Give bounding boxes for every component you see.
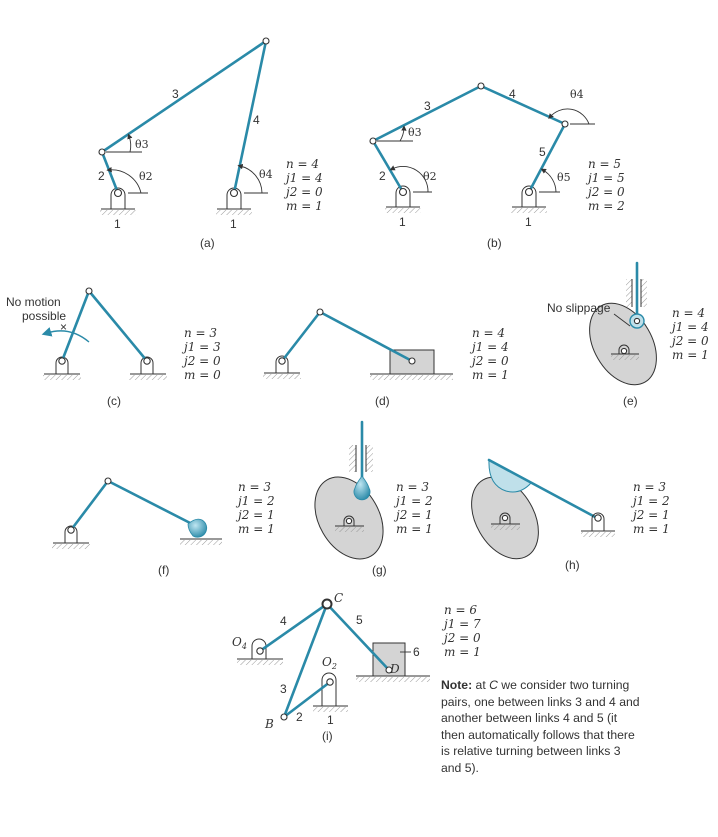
link-label: 5 bbox=[356, 613, 363, 627]
link-label: 4 bbox=[280, 614, 287, 628]
angle-label: θ3 bbox=[408, 126, 422, 139]
eq-j1: j1 = 4 bbox=[472, 340, 509, 354]
caption: (a) bbox=[200, 236, 215, 250]
note-pre: at bbox=[472, 678, 490, 692]
ground-label: 1 bbox=[230, 217, 237, 231]
point-label: $O_4$ bbox=[232, 635, 247, 651]
eq-j1: j1 = 4 bbox=[286, 171, 323, 185]
eq-n: n = 4 bbox=[286, 157, 320, 171]
link-label: 3 bbox=[424, 99, 431, 113]
eq-j2: j2 = 1 bbox=[396, 508, 433, 522]
caption: (g) bbox=[372, 563, 387, 577]
note-body: we consider two turning pairs, one between links 3 and 4 and another between links 4 and 5 (it then automatically follows that there is relative turning between links 3 and 5). bbox=[441, 678, 640, 775]
angle-label: θ5 bbox=[557, 171, 571, 184]
eq-m: m = 1 bbox=[672, 348, 709, 362]
point-label: B bbox=[265, 717, 274, 731]
eq-n: n = 3 bbox=[238, 480, 272, 494]
eq-m: m = 1 bbox=[238, 522, 275, 536]
ground-label: 1 bbox=[327, 713, 334, 727]
angle-label: θ4 bbox=[570, 88, 584, 101]
note-text bbox=[441, 677, 641, 776]
link-label: 2 bbox=[296, 710, 303, 724]
eq-m: m = 2 bbox=[588, 199, 625, 213]
caption: (c) bbox=[107, 394, 121, 408]
note-point: C bbox=[489, 678, 498, 692]
caption: (i) bbox=[322, 729, 333, 743]
caption: (b) bbox=[487, 236, 502, 250]
link-label: 4 bbox=[509, 87, 516, 101]
panel-e bbox=[547, 263, 709, 408]
panel-a bbox=[98, 38, 323, 250]
ground-label: 1 bbox=[114, 217, 121, 231]
link-label: 2 bbox=[379, 169, 386, 183]
annotation: No slippage bbox=[547, 301, 611, 315]
eq-j1: j1 = 3 bbox=[184, 340, 221, 354]
eq-j2: j2 = 0 bbox=[588, 185, 625, 199]
angle-label: θ3 bbox=[135, 138, 149, 151]
eq-j1: j1 = 5 bbox=[588, 171, 625, 185]
point-label: D bbox=[390, 662, 400, 676]
caption: (d) bbox=[375, 394, 390, 408]
ball-end bbox=[188, 519, 207, 537]
eq-j1: j1 = 4 bbox=[672, 320, 709, 334]
annotation: possible bbox=[22, 309, 67, 323]
blocked-icon: × bbox=[60, 320, 68, 334]
angle-label: θ2 bbox=[139, 170, 153, 183]
link-label: 4 bbox=[253, 113, 260, 127]
eq-j1: j1 = 2 bbox=[396, 494, 433, 508]
eq-n: n = 3 bbox=[633, 480, 667, 494]
link-label: 3 bbox=[172, 87, 179, 101]
eq-j1: j1 = 2 bbox=[238, 494, 275, 508]
eq-j2: j2 = 1 bbox=[633, 508, 670, 522]
eq-n: n = 6 bbox=[444, 603, 478, 617]
eq-j1: j1 = 7 bbox=[444, 617, 481, 631]
ground-label: 1 bbox=[399, 215, 406, 229]
panel-b bbox=[370, 83, 625, 250]
ball-follower bbox=[354, 476, 370, 500]
ground-label: 1 bbox=[525, 215, 532, 229]
caption: (e) bbox=[623, 394, 638, 408]
eq-n: n = 3 bbox=[396, 480, 430, 494]
eq-n: n = 4 bbox=[472, 326, 506, 340]
angle-label: θ2 bbox=[423, 170, 437, 183]
eq-n: n = 5 bbox=[588, 157, 622, 171]
eq-j2: j2 = 1 bbox=[238, 508, 275, 522]
link-label: 3 bbox=[280, 682, 287, 696]
panel-d bbox=[263, 309, 509, 408]
eq-m: m = 0 bbox=[184, 368, 221, 382]
link-label: 2 bbox=[98, 169, 105, 183]
caption: (f) bbox=[158, 563, 170, 577]
link-label: 5 bbox=[539, 145, 546, 159]
eq-m: m = 1 bbox=[286, 199, 323, 213]
annotation: No motion bbox=[6, 295, 61, 309]
panel-c bbox=[6, 288, 221, 408]
panel-f bbox=[52, 478, 275, 577]
panel-g bbox=[301, 422, 433, 577]
eq-m: m = 1 bbox=[396, 522, 433, 536]
angle-label: θ4 bbox=[259, 168, 273, 181]
eq-m: m = 1 bbox=[633, 522, 670, 536]
eq-j2: j2 = 0 bbox=[286, 185, 323, 199]
eq-n: n = 3 bbox=[184, 326, 218, 340]
eq-j2: j2 = 0 bbox=[672, 334, 709, 348]
caption: (h) bbox=[565, 558, 580, 572]
eq-j2: j2 = 0 bbox=[184, 354, 221, 368]
point-label: C bbox=[334, 591, 344, 605]
eq-m: m = 1 bbox=[444, 645, 481, 659]
eq-m: m = 1 bbox=[472, 368, 509, 382]
eq-j2: j2 = 0 bbox=[444, 631, 481, 645]
note-label: Note: bbox=[441, 678, 473, 692]
panel-h bbox=[458, 460, 670, 572]
point-label: $O_2$ bbox=[322, 655, 337, 671]
link-label: 6 bbox=[413, 645, 420, 659]
eq-n: n = 4 bbox=[672, 306, 706, 320]
eq-j2: j2 = 0 bbox=[472, 354, 509, 368]
eq-j1: j1 = 2 bbox=[633, 494, 670, 508]
